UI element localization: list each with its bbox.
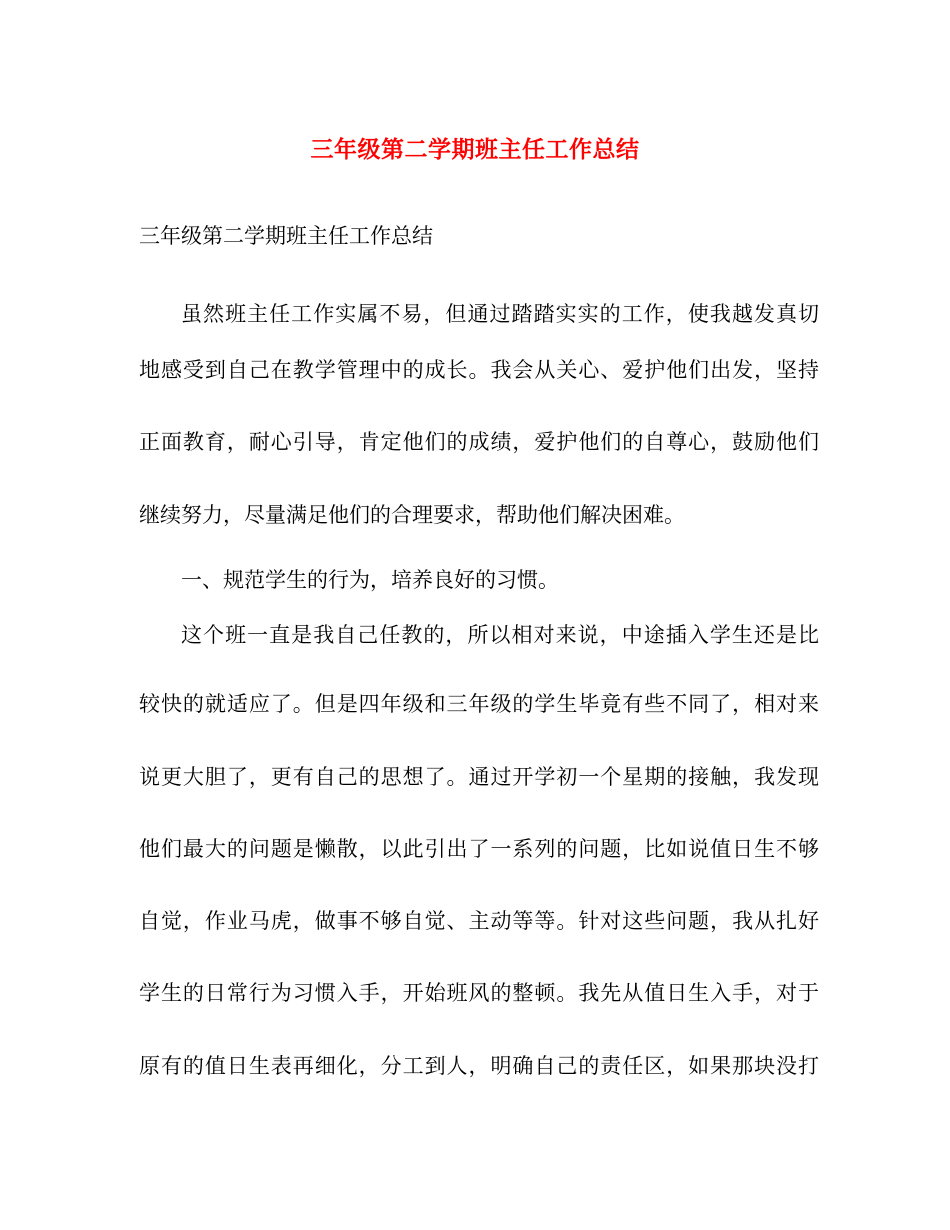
paragraph-line: 较快的就适应了。但是四年级和三年级的学生毕竟有些不同了，相对来 — [139, 692, 819, 716]
paragraph-line: 学生的日常行为习惯入手，开始班风的整顿。我先从值日生入手，对于 — [139, 981, 819, 1005]
paragraph-line: 原有的值日生表再细化，分工到人，明确自己的责任区，如果那块没打 — [139, 1054, 819, 1078]
section-heading: 一、规范学生的行为，培养良好的习惯。 — [181, 568, 559, 592]
paragraph-line: 地感受到自己在教学管理中的成长。我会从关心、爱护他们出发，坚持 — [139, 358, 819, 382]
paragraph-line: 虽然班主任工作实属不易，但通过踏踏实实的工作，使我越发真切 — [181, 302, 819, 326]
paragraph-line: 他们最大的问题是懒散，以此引出了一系列的问题，比如说值日生不够 — [139, 837, 819, 861]
document-subtitle: 三年级第二学期班主任工作总结 — [139, 224, 433, 248]
paragraph-line: 这个班一直是我自己任教的，所以相对来说，中途插入学生还是比 — [181, 623, 819, 647]
paragraph-line: 继续努力，尽量满足他们的合理要求，帮助他们解决困难。 — [139, 503, 685, 527]
paragraph-line: 说更大胆了，更有自己的思想了。通过开学初一个星期的接触，我发现 — [139, 765, 819, 789]
document-title: 三年级第二学期班主任工作总结 — [310, 136, 640, 163]
paragraph-line: 自觉，作业马虎，做事不够自觉、主动等等。针对这些问题，我从扎好 — [139, 909, 819, 933]
paragraph-line: 正面教育，耐心引导，肯定他们的成绩，爱护他们的自尊心，鼓励他们 — [139, 430, 819, 454]
